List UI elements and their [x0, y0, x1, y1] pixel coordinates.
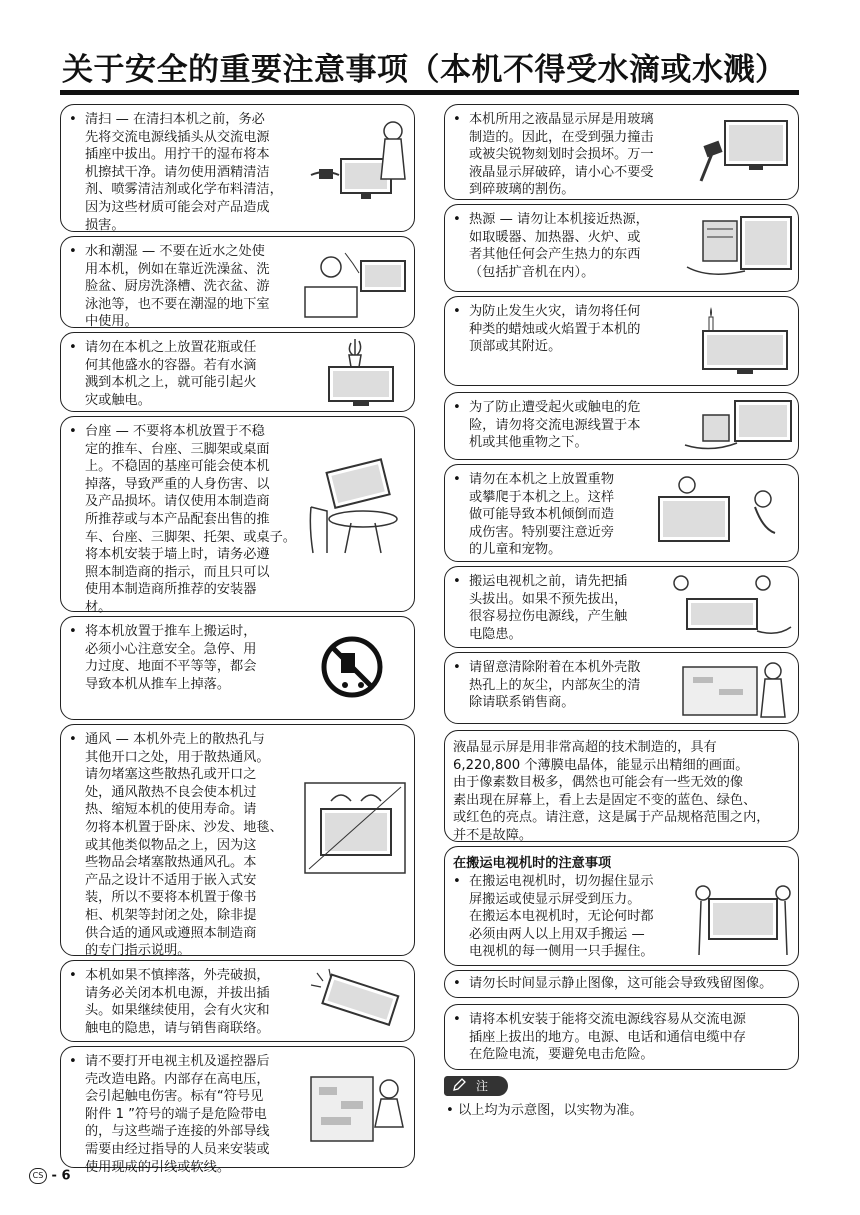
cord-under-tv-illustration [681, 397, 795, 457]
bullet: • [69, 624, 77, 639]
note-text: 以上均为示意图，以实物为准。 [457, 1103, 643, 1118]
water-illustration [299, 243, 411, 321]
item-text: 请勿在本机之上放置重物 或攀爬于本机之上。这样 做可能导致本机倾倒而造 成伤害。特别要注意近旁 的儿童和宠物。 [469, 472, 615, 558]
bullet: • [453, 472, 461, 487]
item-text: 台座 — 不要将本机放置于不稳 定的推车、台座、三脚架或桌面 上。不稳固的基座可能会使本机 掉落，导致严重的人身伤害、以 及产品损坏。请仅使用本制造商 所推荐或与本产品配套出售的推 车、台座、三脚架、托架、或桌子。 将本机安装于墙上时，请务必遵 照本制造商的指示，而且只可以 使用本制造商所推荐的安装器 材。 [85, 424, 296, 615]
bullet: • [453, 976, 461, 991]
safety-item-stand [60, 416, 415, 615]
note-badge [444, 1076, 508, 1096]
item-text: 为防止发生火灾，请勿将任何 种类的蜡烛或火焰置于本机的 顶部或其附近。 [469, 304, 641, 355]
transport-heading: 在搬运电视机时的注意事项 [453, 856, 612, 871]
cart-warning-icon [321, 633, 383, 705]
safety-item-heat [444, 204, 799, 292]
safety-item-no-disassembly [60, 1046, 415, 1175]
item-text: 热源 — 请勿让本机接近热源， 如取暖器、加热器、火炉、或 者其他任何会产生热力的东西 （包括扩音机在内）。 [469, 212, 649, 280]
safety-item-glass-panel [444, 104, 799, 200]
glass-impact-illustration [685, 111, 795, 195]
ventilation-illustration [301, 779, 411, 879]
unstable-stand-illustration [301, 457, 411, 557]
bullet: • [453, 400, 461, 415]
item-text: 在搬运电视机时，切勿握住显示 屏搬运或使显示屏受到压力。 在搬运本电视机时，无论何时都 必须由两人以上用双手搬运 — 电视机的每一侧用一只手握住。 [469, 874, 654, 960]
bullet: • [453, 874, 461, 889]
bullet: • [453, 660, 461, 675]
item-text: 请留意清除附着在本机外壳散 热孔上的灰尘，内部灰尘的清 除请联系销售商。 [469, 660, 641, 711]
lcd-pixel-note [444, 730, 799, 842]
item-text: 本机如果不慎摔落，外壳破损， 请务必关闭本机电源，并拔出插 头。如果继续使用，会有火灾和 触电的隐患，请与销售商联络。 [85, 968, 270, 1036]
dropped-tv-illustration [305, 965, 411, 1037]
item-text: 请勿在本机之上放置花瓶或任 何其他盛水的容器。若有水滴 溅到本机之上，就可能引起火 灾或触电。 [85, 340, 257, 408]
language-code-icon: CS [29, 1168, 47, 1184]
item-text: 为了防止遭受起火或触电的危 险，请勿将交流电源线置于本 机或其他重物之下。 [469, 400, 641, 451]
vase-on-tv-illustration [323, 337, 409, 409]
safety-item-candle [444, 296, 799, 386]
bullet: • [69, 732, 77, 747]
safety-item-heavy-objects [444, 464, 799, 562]
item-text: 请将本机安装于能将交流电源线容易从交流电源 插座上拔出的地方。电源、电话和通信电缆中存 在危险电流，要避免电击危险。 [469, 1012, 746, 1063]
safety-item-water [60, 236, 415, 328]
bullet: • [69, 112, 77, 127]
safety-item-power-cord [444, 392, 799, 460]
item-text: 本机所用之液晶显示屏是用玻璃 制造的。因此，在受到强力撞击 或被尖锐物刻划时会损坏。万一 液晶显示屏破碎，请小心不要受 到碎玻璃的割伤。 [469, 112, 654, 198]
safety-item-cart [60, 616, 415, 720]
item-text: 请勿长时间显示静止图像，这可能会导致残留图像。 [469, 976, 773, 991]
page-number-text: - 6 [51, 1168, 71, 1184]
two-person-carry-illustration [691, 879, 795, 959]
safety-item-cleaning [60, 104, 415, 232]
bullet: • [453, 304, 461, 319]
page-number [29, 1168, 71, 1184]
candle-on-tv-illustration [699, 303, 793, 381]
safety-item-vase [60, 332, 415, 412]
item-text: 将本机放置于推车上搬运时， 必须小心注意安全。急停、用 力过度、地面不平等等，都会 导致本机从推车上掉落。 [85, 624, 257, 692]
safety-item-dust [444, 652, 799, 724]
item-text: 请不要打开电视主机及遥控器后 壳改造电路。内部存在高电压， 会引起触电伤害。标有“符号见 附件 1 ”符号的端子是危险带电 的，与这些端子连接的外部导线 需要由经过指导的人员来安装或 使用现成的引线或软线。 [85, 1054, 270, 1175]
bullet: • [453, 1012, 461, 1027]
bullet: • [69, 244, 77, 259]
page-title: 关于安全的重要注意事项（本机不得受水滴或水溅） [62, 52, 787, 88]
safety-item-outlet-location [444, 1004, 799, 1070]
bullet: • [69, 424, 77, 439]
title-rule [60, 90, 799, 95]
safety-item-still-image [444, 970, 799, 998]
note-label: 注 [476, 1079, 489, 1093]
safety-item-unplug-move [444, 566, 799, 648]
transport-precautions [444, 846, 799, 966]
moving-tv-illustration [667, 571, 795, 645]
item-text: 清扫 — 在清扫本机之前，务必 先将交流电源线插头从交流电源 插座中拔出。用拧干的湿布将本 机擦拭干净。请勿使用酒精清洁 剂、喷雾清洁剂或化学布料清洁， 因为这些材质可能会对产品造成 损害。 [85, 112, 283, 233]
bullet: • [446, 1103, 454, 1118]
bullet: • [453, 212, 461, 227]
climbing-child-illustration [651, 473, 795, 555]
dust-cleaning-illustration [681, 657, 795, 721]
bullet: • [453, 574, 461, 589]
bullet: • [69, 340, 77, 355]
safety-item-ventilation [60, 724, 415, 959]
no-disassembly-illustration [305, 1067, 411, 1157]
heater-illustration [679, 211, 795, 289]
safety-item-dropped [60, 960, 415, 1042]
item-text: 液晶显示屏是用非常高超的技术制造的，具有 6,220,800 个薄膜电晶体，能显示出精细的画面。 由于像素数目极多，偶然也可能会有一些无效的像 素出现在屏幕上，看上去是固定不变的蓝色、绿色、 或红色的亮点。请注意，这是属于产品规格范围之内， 并不是故障。 [453, 740, 770, 843]
item-text: 通风 — 本机外壳上的散热孔与 其他开口之处，用于散热通风。 请勿堵塞这些散热孔或开口之 处，通风散热不良会使本机过 热、缩短本机的使用寿命。请 勿将本机置于卧床、沙发、地毯、 或其他类似物品之上，因为这 些物品会堵塞散热通风孔。本 产品之设计不适用于嵌入式安 装，所以不要将本机置于像书 柜、机架等封闭之处，除非提 供合适的通风或遵照本制造商 的专门指示说明。 [85, 732, 283, 959]
bullet: • [69, 968, 77, 983]
bullet: • [453, 112, 461, 127]
item-text: 搬运电视机之前，请先把插 头拔出。如果不预先拔出， 很容易拉伤电源线，产生触 电隐患。 [469, 574, 628, 642]
item-text: 水和潮湿 — 不要在近水之处使 用本机，例如在靠近洗澡盆、洗 脸盆、厨房洗涤槽、洗衣盆、游 泳池等，也不要在潮湿的地下室 中使用。 [85, 244, 270, 330]
cleaning-illustration [301, 109, 411, 219]
bullet: • [69, 1054, 77, 1069]
pencil-icon [452, 1078, 466, 1092]
